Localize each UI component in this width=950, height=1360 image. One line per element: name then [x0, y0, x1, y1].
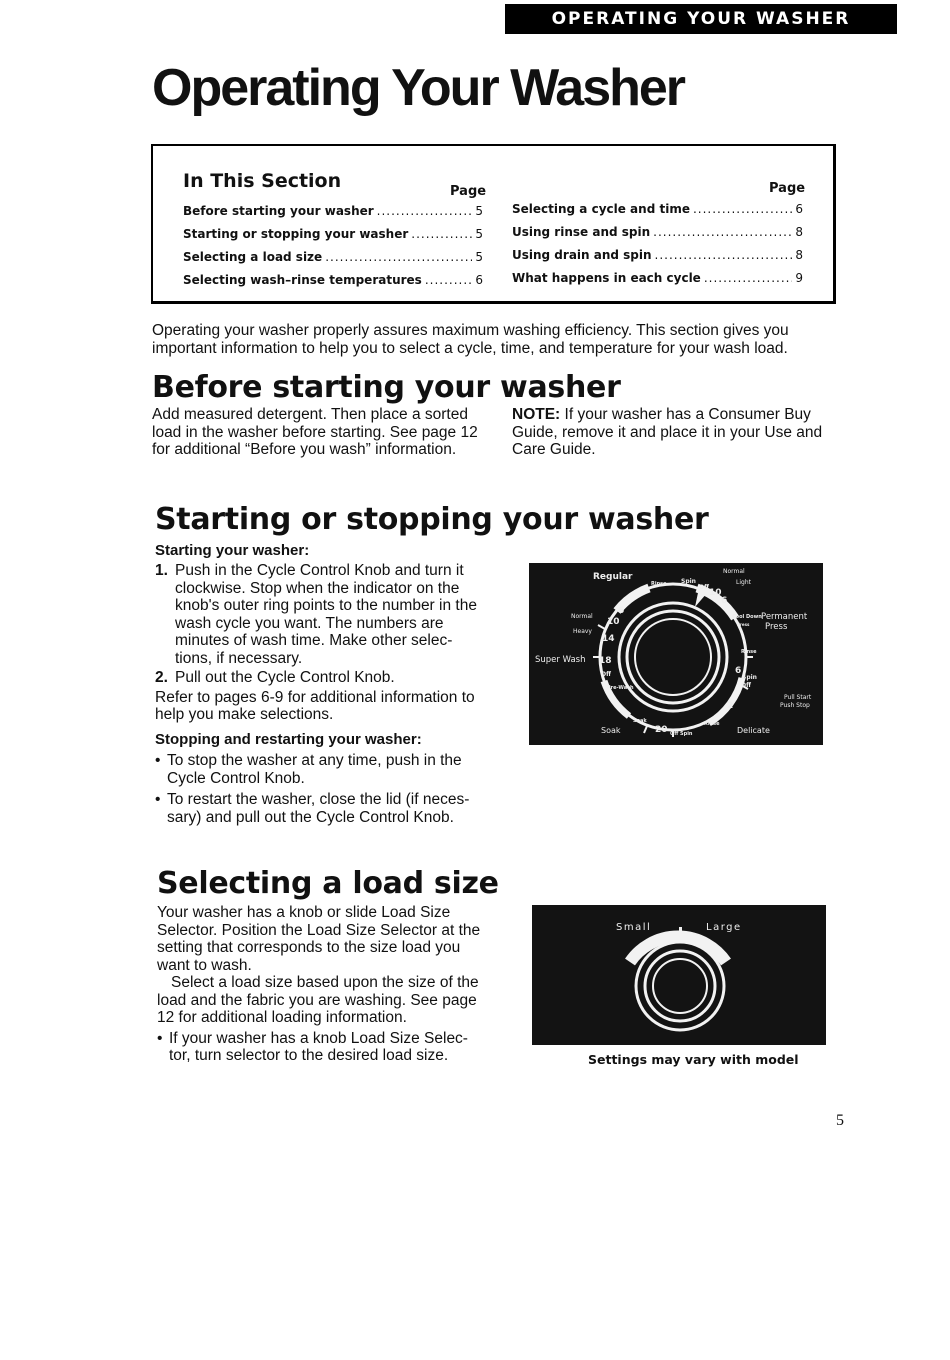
step-number: 2.	[155, 669, 168, 686]
bullet-item	[155, 752, 500, 787]
bullet-mark: •	[157, 1029, 163, 1047]
toc-page-header-right: Page	[769, 181, 806, 196]
intro-paragraph	[152, 322, 852, 357]
start-steps	[155, 562, 500, 724]
step-number: 1.	[155, 562, 168, 579]
dial-label: Rinse	[704, 721, 720, 727]
text-line: load in the washer before starting. See page 12	[152, 423, 478, 441]
toc-entry-page: 6	[795, 202, 803, 216]
page-title: Operating Your Washer	[152, 59, 685, 117]
toc-entry[interactable]	[183, 273, 483, 287]
page-number: 5	[836, 1112, 844, 1129]
toc-leader	[704, 271, 793, 285]
toc-entry-page: 8	[795, 225, 803, 239]
cycle-control-dial-illustration	[529, 563, 823, 745]
toc-entry[interactable]	[512, 202, 803, 216]
dial-label: 14	[602, 634, 615, 644]
text-line: Add measured detergent. Then place a sorted	[152, 406, 468, 423]
dial-label: Normal	[723, 568, 745, 575]
load-size-label-large: Large	[706, 922, 742, 933]
dial-label: Rinse	[741, 649, 757, 655]
dial-label: Pre-Wash	[607, 685, 634, 691]
text-line: Refer to pages 6-9 for additional information to	[155, 688, 475, 706]
load-paragraph-2-cont	[157, 992, 502, 1027]
dial-label: Cool Down	[732, 614, 762, 620]
dial-label: Pull Start	[784, 694, 812, 701]
dial-label: Off	[601, 671, 611, 678]
bullet-mark: •	[155, 752, 161, 769]
dial-label: 18	[599, 656, 612, 666]
toc-entry-title: Using rinse and spin	[512, 225, 651, 239]
text-line: setting that corresponds to the size load you	[157, 939, 461, 956]
text-line: Care Guide.	[512, 441, 596, 458]
bullet-item	[155, 791, 500, 826]
dial-label: Spin	[681, 578, 696, 585]
text-line: important information to help you to select a cycle, time, and temperature for your wash load.	[152, 339, 788, 357]
text-line: clockwise. Stop when the indicator on the	[175, 579, 460, 597]
toc-leader	[377, 204, 473, 218]
text-line: 12 for additional loading information.	[157, 1009, 407, 1026]
text-line: Push in the Cycle Control Knob and turn it	[175, 562, 464, 579]
section-heading-before-starting: Before starting your washer	[152, 370, 621, 405]
toc-heading: In This Section	[183, 170, 342, 192]
toc-leader	[411, 227, 472, 241]
text-line: Operating your washer properly assures maximum washing efficiency. This section gives you	[152, 322, 789, 339]
text-line: for additional “Before you wash” information.	[152, 441, 457, 458]
toc-entry-title: Selecting a cycle and time	[512, 202, 690, 216]
section-header-tab: OPERATING YOUR WASHER	[505, 4, 897, 34]
load-size-text	[157, 904, 502, 1065]
toc-entry-page: 8	[795, 248, 803, 262]
load-paragraph-2	[157, 974, 502, 992]
text-line: Cycle Control Knob.	[167, 769, 305, 787]
dial-label: Spin	[742, 674, 757, 681]
section-heading-load-size: Selecting a load size	[157, 866, 499, 901]
dial-label: Off	[699, 584, 709, 591]
dial-label: Heavy	[573, 628, 592, 635]
dial-label: Soak	[633, 718, 647, 724]
text-line: minutes of wash time. Make other selec-	[175, 632, 453, 649]
dial-label: Off Spin	[670, 731, 693, 737]
text-line: To stop the washer at any time, push in the	[167, 752, 462, 769]
dial-label: Off	[741, 682, 751, 689]
load-paragraph-1	[157, 904, 502, 974]
text-line: Guide, remove it and place it in your Use and	[512, 423, 823, 441]
dial-label: Delicate	[737, 726, 770, 735]
step-item	[155, 669, 500, 687]
dial-label: Permanent	[761, 612, 808, 622]
text-line: help you make selections.	[155, 706, 334, 723]
section-heading-starting-stopping: Starting or stopping your washer	[155, 502, 709, 537]
dial-label: Super Wash	[535, 655, 586, 665]
toc-entry-page: 5	[475, 250, 483, 264]
toc-entry[interactable]	[183, 250, 483, 264]
dial-label: Light	[736, 579, 751, 586]
note-paragraph	[512, 406, 842, 459]
toc-entry-title: Using drain and spin	[512, 248, 652, 262]
dial-label: 6	[735, 666, 742, 676]
stop-bullets	[155, 752, 500, 826]
subheading-starting: Starting your washer:	[155, 542, 310, 559]
text-line: Select a load size based upon the size of the	[171, 974, 479, 991]
text-line: want to wash.	[157, 956, 252, 974]
dial-label: 6	[721, 596, 728, 606]
text-line: Your washer has a knob or slide Load Size	[157, 904, 451, 921]
illustration-caption: Settings may vary with model	[588, 1052, 799, 1067]
dial-label: Regular	[593, 572, 633, 582]
text-line: Pull out the Cycle Control Knob.	[175, 669, 395, 686]
toc-leader	[653, 225, 792, 239]
text-line: load and the fabric you are washing. See page	[157, 991, 477, 1009]
refer-paragraph	[155, 689, 500, 724]
toc-entry-title: What happens in each cycle	[512, 271, 701, 285]
toc-entry-title: Before starting your washer	[183, 204, 374, 218]
text-line: knob's outer ring points to the number in the	[175, 597, 477, 614]
toc-entry-page: 5	[475, 227, 483, 241]
toc-page-header-left: Page	[450, 184, 487, 199]
dial-label: 10	[709, 588, 722, 598]
text-line: tor, turn selector to the desired load size.	[169, 1047, 449, 1064]
toc-leader	[655, 248, 793, 262]
toc-leader	[325, 250, 472, 264]
toc-entry-title: Selecting a load size	[183, 250, 323, 264]
dial-label: 10	[607, 617, 620, 627]
dial-label: Press	[765, 622, 788, 632]
toc-entry[interactable]	[512, 271, 803, 285]
text-line: If your washer has a knob Load Size Selec-	[169, 1029, 468, 1047]
note-text: If your washer has a Consumer Buy	[560, 406, 811, 423]
toc-entry[interactable]	[183, 204, 483, 218]
toc-entry[interactable]	[512, 225, 803, 239]
toc-box	[151, 144, 836, 304]
dial-label: Press	[737, 622, 750, 627]
knob-outer	[636, 942, 724, 1030]
load-size-label-small: Small	[616, 922, 652, 933]
subheading-stopping: Stopping and restarting your washer:	[155, 731, 422, 748]
dial-label: 20	[655, 725, 668, 735]
text-line: wash cycle you want. The numbers are	[175, 614, 444, 632]
dial-label: 6	[618, 606, 625, 616]
text-line: Selector. Position the Load Size Selector at the	[157, 921, 481, 939]
text-line: tions, if necessary.	[175, 649, 303, 667]
toc-entry-page: 5	[475, 204, 483, 218]
toc-entry[interactable]	[512, 248, 803, 262]
text-line	[512, 406, 842, 424]
dial-label: Normal	[571, 613, 593, 620]
text-line: To restart the washer, close the lid (if neces-	[167, 791, 470, 808]
dial-label: Soak	[601, 726, 621, 735]
bullet-item	[157, 1030, 502, 1065]
toc-leader	[693, 202, 792, 216]
toc-entry[interactable]	[183, 227, 483, 241]
note-label: NOTE:	[512, 406, 561, 423]
toc-leader	[425, 273, 473, 287]
toc-entry-page: 6	[475, 273, 483, 287]
toc-entry-page: 9	[795, 271, 803, 285]
dial-label: Rinse	[651, 581, 667, 587]
dial-label: Push Stop	[780, 702, 810, 709]
text-line: sary) and pull out the Cycle Control Knob.	[167, 808, 454, 826]
load-size-knob-illustration	[532, 905, 826, 1045]
bullet-mark: •	[155, 791, 161, 808]
dial-label: 2	[727, 701, 734, 711]
toc-entry-title: Starting or stopping your washer	[183, 227, 409, 241]
step-item	[155, 562, 500, 667]
before-starting-paragraph	[152, 406, 497, 459]
toc-entry-title: Selecting wash–rinse temperatures	[183, 273, 422, 287]
